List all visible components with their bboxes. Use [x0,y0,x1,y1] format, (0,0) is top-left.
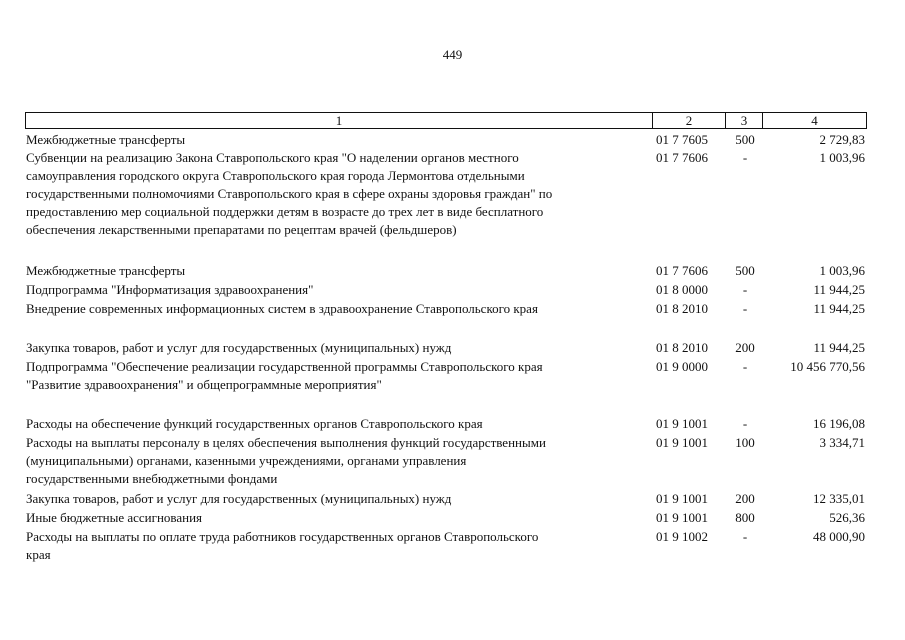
row-code: 01 8 0000 [656,282,708,297]
row-code: 01 8 2010 [656,301,708,316]
row-code: 01 9 1001 [656,435,708,450]
row-code: 01 9 1001 [656,510,708,525]
row-description: Подпрограмма "Информатизация здравоохранения" [26,282,314,297]
row-type: 100 [735,435,755,450]
row-amount: 16 196,08 [813,416,865,431]
header-col-3: 3 [740,113,748,128]
row-code: 01 7 7605 [656,132,708,147]
row-amount: 2 729,83 [819,132,865,147]
row-description: Иные бюджетные ассигнования [26,510,203,525]
row-code: 01 7 7606 [656,263,708,278]
row-amount: 1 003,96 [819,150,865,165]
row-amount: 526,36 [829,510,865,525]
row-code: 01 7 7606 [656,150,708,165]
row-type: - [742,529,748,544]
page-number: 449 [442,47,463,62]
row-amount: 11 944,25 [813,301,865,316]
row-code: 01 9 0000 [656,359,708,374]
row-amount: 48 000,90 [813,529,865,544]
row-code: 01 8 2010 [656,340,708,355]
row-type: 200 [735,340,755,355]
row-amount: 1 003,96 [819,263,865,278]
row-type: 500 [735,132,755,147]
row-amount: 10 456 770,56 [790,359,865,374]
row-type: 500 [735,263,755,278]
row-type: - [742,359,748,374]
row-description: Подпрограмма "Обеспечение реализации государственной программы Ставропольского края "Развитие здравоохранения" и общепрограммные мероприятия" [26,359,543,392]
row-type: - [742,416,748,431]
row-amount: 3 334,71 [819,435,865,450]
row-description: Закупка товаров, работ и услуг для государственных (муниципальных) нужд [26,340,452,355]
row-description: Расходы на обеспечение функций государственных органов Ставропольского края [26,416,483,431]
row-type: 800 [735,510,755,525]
row-description: Межбюджетные трансферты [26,132,186,147]
row-code: 01 9 1001 [656,491,708,506]
row-description: Расходы на выплаты по оплате труда работников государственных органов Ставропольского края [26,529,539,562]
row-amount: 11 944,25 [813,340,865,355]
row-amount: 11 944,25 [813,282,865,297]
row-code: 01 9 1001 [656,416,708,431]
row-type: - [742,301,748,316]
header-col-4: 4 [811,113,818,128]
header-col-1: 1 [335,113,343,128]
row-description: Закупка товаров, работ и услуг для государственных (муниципальных) нужд [26,491,452,506]
row-description: Расходы на выплаты персоналу в целях обеспечения выполнения функций государственными (муниципальными) органами, казенными учреждениями, органами управления государственными внебюджетными фондами [26,435,546,486]
table-header [25,112,867,129]
row-amount: 12 335,01 [813,491,865,506]
row-description: Межбюджетные трансферты [26,263,186,278]
row-type: 200 [735,491,755,506]
row-description: Внедрение современных информационных систем в здравоохранение Ставропольского края [26,301,538,316]
header-col-2: 2 [685,113,693,128]
row-type: - [742,150,748,165]
row-description: Субвенции на реализацию Закона Ставропольского края "О наделении органов местного самоуправления городского округа Ставропольского края города Лермонтова отдельными государственными полномочиями Ставропольского края в сфере охраны здоровья граждан" по предоставлению мер социальной поддержки детям в возрасте до трех лет в виде бесплатного обеспечения лекарственными препаратами по рецептам врачей (фельдшеров) [26,150,553,237]
row-type: - [742,282,748,297]
row-code: 01 9 1002 [656,529,708,544]
